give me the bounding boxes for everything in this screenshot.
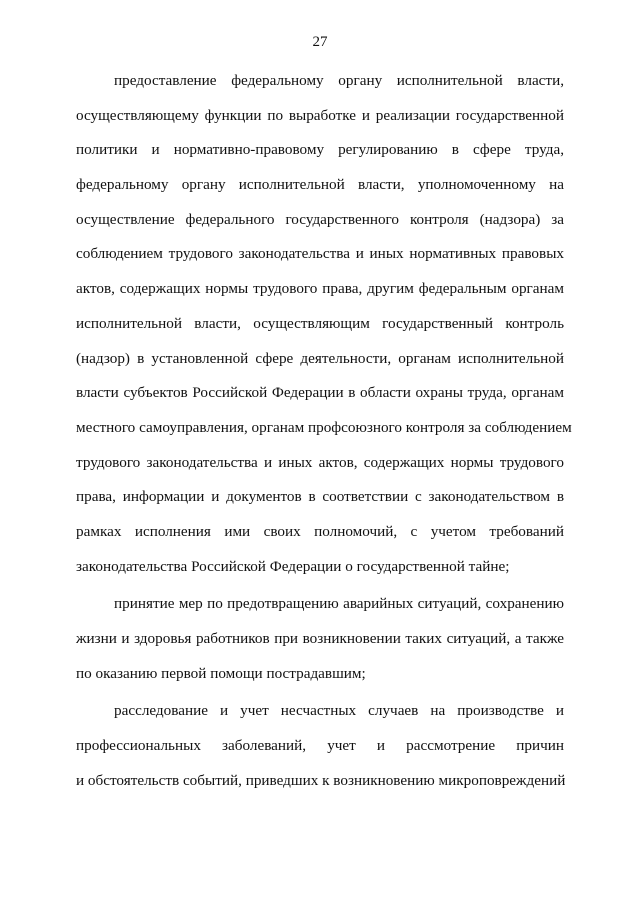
text-line: исполнительной власти, осуществляющим государственный контроль <box>76 314 564 332</box>
text-line: федеральному органу исполнительной власти, уполномоченному на <box>76 176 564 194</box>
text-line: соблюдением трудового законодательства и иных нормативных правовых <box>76 245 564 263</box>
page-number: 27 <box>312 34 328 50</box>
text-line: трудового законодательства и иных актов, содержащих нормы трудового <box>76 453 564 471</box>
text-line: местного самоуправления, органам профсоюзного контроля за соблюдением <box>76 418 572 436</box>
paragraph-2 <box>76 587 564 691</box>
text-line: рамках исполнения ими своих полномочий, с учетом требований <box>76 522 564 540</box>
text-line: расследование и учет несчастных случаев на производстве и <box>114 702 564 720</box>
text-line: законодательства Российской Федерации о государственной тайне; <box>76 557 510 575</box>
text-line: политики и нормативно-правовому регулированию в сфере труда, <box>76 141 564 159</box>
text-line: осуществление федерального государственного контроля (надзора) за <box>76 210 564 228</box>
text-line: принятие мер по предотвращению аварийных ситуаций, сохранению <box>114 595 564 613</box>
text-line: осуществляющему функции по выработке и реализации государственной <box>76 106 564 124</box>
text-line: актов, содержащих нормы трудового права, другим федеральным органам <box>76 280 564 298</box>
text-line: власти субъектов Российской Федерации в области охраны труда, органам <box>76 384 564 402</box>
document-body <box>76 64 572 798</box>
paragraph-1 <box>76 64 572 584</box>
text-line: по оказанию первой помощи пострадавшим; <box>76 664 366 682</box>
text-line: предоставление федеральному органу исполнительной власти, <box>114 72 564 89</box>
text-line: жизни и здоровья работников при возникновении таких ситуаций, а также <box>76 630 564 647</box>
text-line: и обстоятельств событий, приведших к возникновению микроповреждений <box>76 771 566 789</box>
paragraph-3 <box>76 694 564 798</box>
text-line: (надзор) в установленной сфере деятельности, органам исполнительной <box>76 349 564 367</box>
text-line: права, информации и документов в соответствии с законодательством в <box>76 488 564 506</box>
text-line: профессиональных заболеваний, учет и рассмотрение причин <box>76 737 564 755</box>
